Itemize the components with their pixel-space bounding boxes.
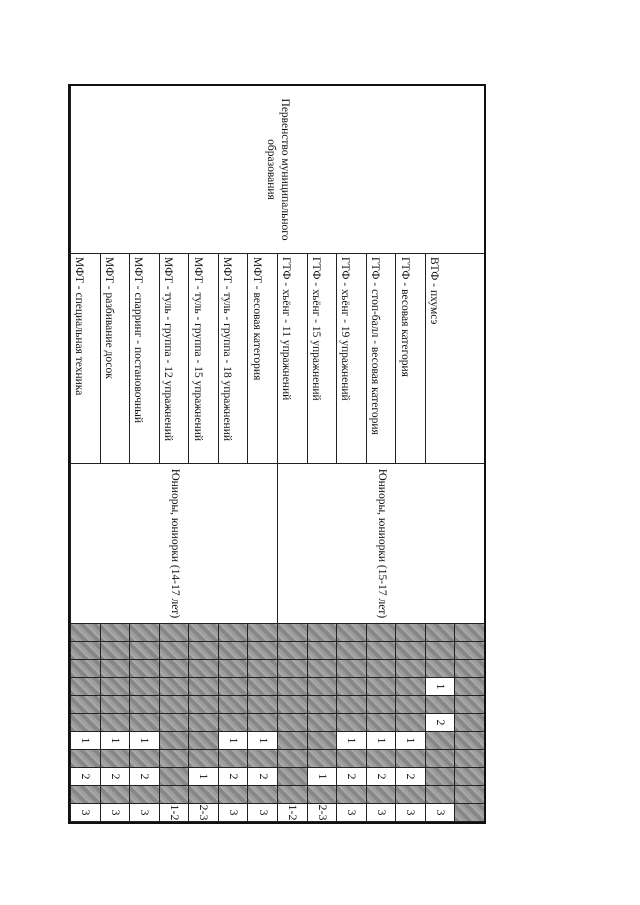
shaded-cell [425,786,455,804]
shaded-cell [247,714,277,732]
place-value-cell: 1 [247,732,277,750]
event-cell: МФТ - весовая категория [247,254,277,464]
place-value-cell: 1 [218,732,248,750]
shaded-cell [159,678,189,696]
shaded-cell [188,660,218,678]
event-cell: МФТ - специальная техника [70,254,100,464]
shaded-cell [336,624,366,642]
shaded-cell [129,750,159,768]
place-value-cell: 2-3 [307,804,337,822]
place-value-cell: 2-3 [188,804,218,822]
shaded-cell [307,624,337,642]
shaded-cell [366,642,396,660]
header-shade-cell [454,804,484,822]
shaded-cell [247,786,277,804]
place-value-cell: 2 [366,768,396,786]
shaded-cell [70,786,100,804]
event-cell: МФТ - разбивание досок [100,254,130,464]
event-cell: ГТФ - хъёнг - 11 упражнений [277,254,307,464]
competition-cell: Первенство муниципального образования [70,86,484,254]
event-cell: ГТФ - стоп-балл - весовая категория [366,254,396,464]
shaded-cell [366,696,396,714]
shaded-cell [159,714,189,732]
shaded-cell [247,624,277,642]
event-cell: МФТ - туль - группа - 15 упражнений [188,254,218,464]
shaded-cell [366,624,396,642]
place-value-cell: 1 [425,678,455,696]
place-value-cell: 2 [425,714,455,732]
header-shade-cell [454,660,484,678]
shaded-cell [70,750,100,768]
shaded-cell [188,732,218,750]
shaded-cell [218,714,248,732]
event-cell: МФТ - туль - группа - 12 упражнений [159,254,189,464]
place-value-cell: 1 [100,732,130,750]
shaded-cell [100,714,130,732]
shaded-cell [188,750,218,768]
shaded-cell [100,642,130,660]
shaded-cell [366,678,396,696]
place-value-cell: 2 [336,768,366,786]
shaded-cell [366,786,396,804]
shaded-cell [277,660,307,678]
shaded-cell [395,750,425,768]
shaded-cell [277,768,307,786]
header-shade-cell [454,678,484,696]
event-cell: МФТ - спарринг - постановочный [129,254,159,464]
place-value-cell: 1 [129,732,159,750]
shaded-cell [247,678,277,696]
shaded-cell [307,786,337,804]
shaded-cell [336,678,366,696]
shaded-cell [277,696,307,714]
place-value-cell: 1 [395,732,425,750]
shaded-cell [425,660,455,678]
header-shade-cell [454,750,484,768]
shaded-cell [129,714,159,732]
shaded-cell [277,678,307,696]
shaded-cell [218,624,248,642]
place-value-cell: 2 [395,768,425,786]
shaded-cell [336,696,366,714]
shaded-cell [277,714,307,732]
header-shade-cell [454,714,484,732]
shaded-cell [129,678,159,696]
shaded-cell [247,696,277,714]
shaded-cell [425,732,455,750]
shaded-cell [395,714,425,732]
shaded-cell [100,678,130,696]
shaded-cell [159,624,189,642]
shaded-cell [277,786,307,804]
place-value-cell: 1 [336,732,366,750]
shaded-cell [70,624,100,642]
shaded-cell [366,714,396,732]
shaded-cell [100,660,130,678]
place-value-cell: 2 [247,768,277,786]
shaded-cell [218,786,248,804]
place-value-cell: 3 [218,804,248,822]
shaded-cell [395,624,425,642]
shaded-cell [100,696,130,714]
shaded-cell [307,696,337,714]
shaded-cell [70,714,100,732]
place-value-cell: 3 [247,804,277,822]
place-value-cell: 1-2 [159,804,189,822]
event-cell: ГТФ - хъёнг - 15 упражнений [307,254,337,464]
place-value-cell: 3 [395,804,425,822]
place-value-cell: 3 [366,804,396,822]
header-shade-cell [454,696,484,714]
shaded-cell [307,750,337,768]
shaded-cell [129,660,159,678]
shaded-cell [366,660,396,678]
shaded-cell [307,678,337,696]
header-shade-cell [454,786,484,804]
shaded-cell [188,624,218,642]
place-value-cell: 2 [70,768,100,786]
shaded-cell [159,768,189,786]
header-shade-cell [454,624,484,642]
shaded-cell [425,768,455,786]
place-value-cell: 2 [100,768,130,786]
rotated-table-sheet [68,84,486,824]
shaded-cell [188,714,218,732]
shaded-cell [277,750,307,768]
shaded-cell [395,696,425,714]
shaded-cell [159,750,189,768]
shaded-cell [70,642,100,660]
place-value-cell: 3 [425,804,455,822]
event-cell: ГТФ - хъёнг - 19 упражнений [336,254,366,464]
shaded-cell [129,642,159,660]
shaded-cell [277,624,307,642]
shaded-cell [129,624,159,642]
shaded-cell [425,750,455,768]
shaded-cell [307,642,337,660]
shaded-cell [395,678,425,696]
header-shade-cell [454,732,484,750]
shaded-cell [425,696,455,714]
shaded-cell [188,696,218,714]
shaded-cell [277,642,307,660]
header-shade-cell [454,768,484,786]
event-cell: МФТ - туль - группа - 18 упражнений [218,254,248,464]
place-value-cell: 1-2 [277,804,307,822]
shaded-cell [336,786,366,804]
shaded-cell [218,642,248,660]
event-cell: ВТФ - пхумсэ [425,254,484,464]
competition-table [68,84,486,824]
shaded-cell [70,660,100,678]
shaded-cell [70,696,100,714]
shaded-cell [366,750,396,768]
place-value-cell: 1 [70,732,100,750]
shaded-cell [336,750,366,768]
place-value-cell: 3 [100,804,130,822]
place-value-cell: 1 [366,732,396,750]
place-value-cell: 2 [129,768,159,786]
shaded-cell [218,696,248,714]
shaded-cell [307,660,337,678]
shaded-cell [159,786,189,804]
shaded-cell [247,660,277,678]
place-value-cell: 3 [70,804,100,822]
shaded-cell [395,660,425,678]
shaded-cell [247,750,277,768]
shaded-cell [218,678,248,696]
shaded-cell [100,750,130,768]
shaded-cell [129,696,159,714]
header-shade-cell [454,642,484,660]
shaded-cell [277,732,307,750]
shaded-cell [425,642,455,660]
event-cell: ГТФ - весовая категория [395,254,425,464]
age-group-cell: Юниоры, юниорки (15-17 лет) [277,464,484,624]
place-value-cell: 3 [129,804,159,822]
age-group-cell: Юниоры, юниорки (14-17 лет) [70,464,277,624]
shaded-cell [247,642,277,660]
place-value-cell: 1 [188,768,218,786]
shaded-cell [159,732,189,750]
shaded-cell [100,624,130,642]
shaded-cell [188,678,218,696]
shaded-cell [70,678,100,696]
shaded-cell [188,786,218,804]
shaded-cell [395,642,425,660]
place-value-cell: 2 [218,768,248,786]
shaded-cell [336,714,366,732]
shaded-cell [425,624,455,642]
shaded-cell [307,714,337,732]
shaded-cell [159,660,189,678]
shaded-cell [159,696,189,714]
place-value-cell: 1 [307,768,337,786]
shaded-cell [395,786,425,804]
shaded-cell [188,642,218,660]
shaded-cell [100,786,130,804]
shaded-cell [336,660,366,678]
shaded-cell [218,750,248,768]
place-value-cell: 3 [336,804,366,822]
shaded-cell [218,660,248,678]
shaded-cell [336,642,366,660]
shaded-cell [159,642,189,660]
shaded-cell [307,732,337,750]
shaded-cell [129,786,159,804]
